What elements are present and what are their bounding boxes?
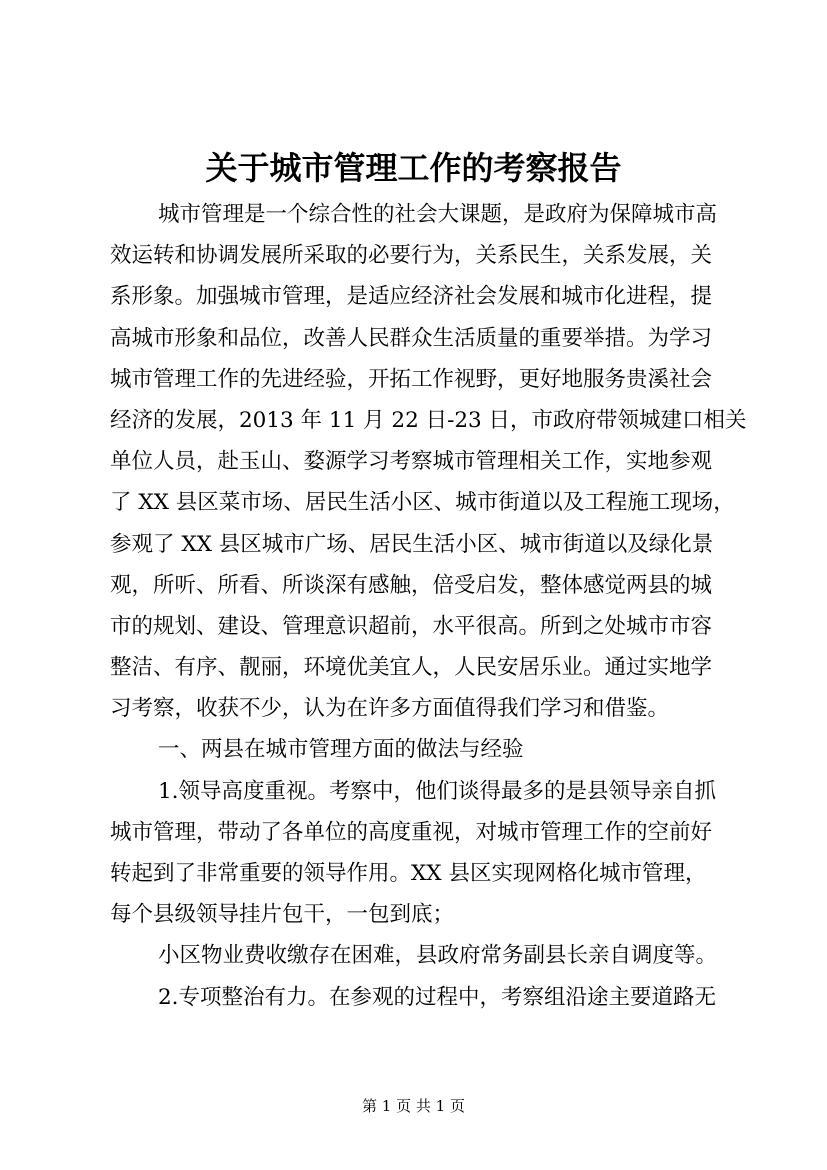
text-line: 2.专项整治有力。在参观的过程中，考察组沿途主要道路无 — [158, 984, 717, 1010]
text-line: 经济的发展，2013 年 11 月 22 日-23 日，市政府带领城建口相关 — [110, 407, 747, 433]
page-footer: 第 1 页 共 1 页 — [362, 1097, 465, 1115]
text-line: 1.领导高度重视。考察中，他们谈得最多的是县领导亲自抓 — [158, 778, 717, 804]
text-line: 城市管理工作的先进经验，开拓工作视野，更好地服务贵溪社会 — [110, 366, 713, 392]
document-body — [110, 194, 750, 1018]
text-line: 城市管理是一个综合性的社会大课题，是政府为保障城市高 — [158, 202, 718, 227]
section-heading: 一、两县在城市管理方面的做法与经验 — [158, 737, 524, 763]
text-line: 了 XX 县区菜市场、居民生活小区、城市街道以及工程施工现场， — [110, 490, 735, 516]
text-line: 观，所听、所看、所谈深有感触，倍受启发，整体感觉两县的城 — [110, 572, 713, 598]
text-line: 市的规划、建设、管理意识超前，水平很高。所到之处城市市容 — [110, 613, 713, 639]
text-line: 整洁、有序、靓丽，环境优美宜人，人民安居乐业。通过实地学 — [110, 655, 713, 681]
text-line: 效运转和协调发展所采取的必要行为，关系民生，关系发展，关 — [110, 243, 713, 269]
text-line: 小区物业费收缴存在困难，县政府常务副县长亲自调度等。 — [158, 943, 718, 969]
text-line: 参观了 XX 县区城市广场、居民生活小区、城市街道以及绿化景 — [110, 531, 714, 557]
text-line: 习考察，收获不少，认为在许多方面值得我们学习和借鉴。 — [110, 696, 670, 722]
text-line: 单位人员，赴玉山、婺源学习考察城市管理相关工作，实地参观 — [110, 449, 713, 475]
text-line: 系形象。加强城市管理，是适应经济社会发展和城市化进程，提 — [110, 284, 713, 310]
text-line: 城市管理，带动了各单位的高度重视，对城市管理工作的空前好 — [110, 819, 713, 845]
text-line: 高城市形象和品位，改善人民群众生活质量的重要举措。为学习 — [110, 325, 713, 351]
text-line: 每个县级领导挂片包干，一包到底； — [110, 902, 455, 928]
document-title: 关于城市管理工作的考察报告 — [205, 149, 622, 187]
text-line: 转起到了非常重要的领导作用。XX 县区实现网格化城市管理， — [110, 861, 707, 886]
